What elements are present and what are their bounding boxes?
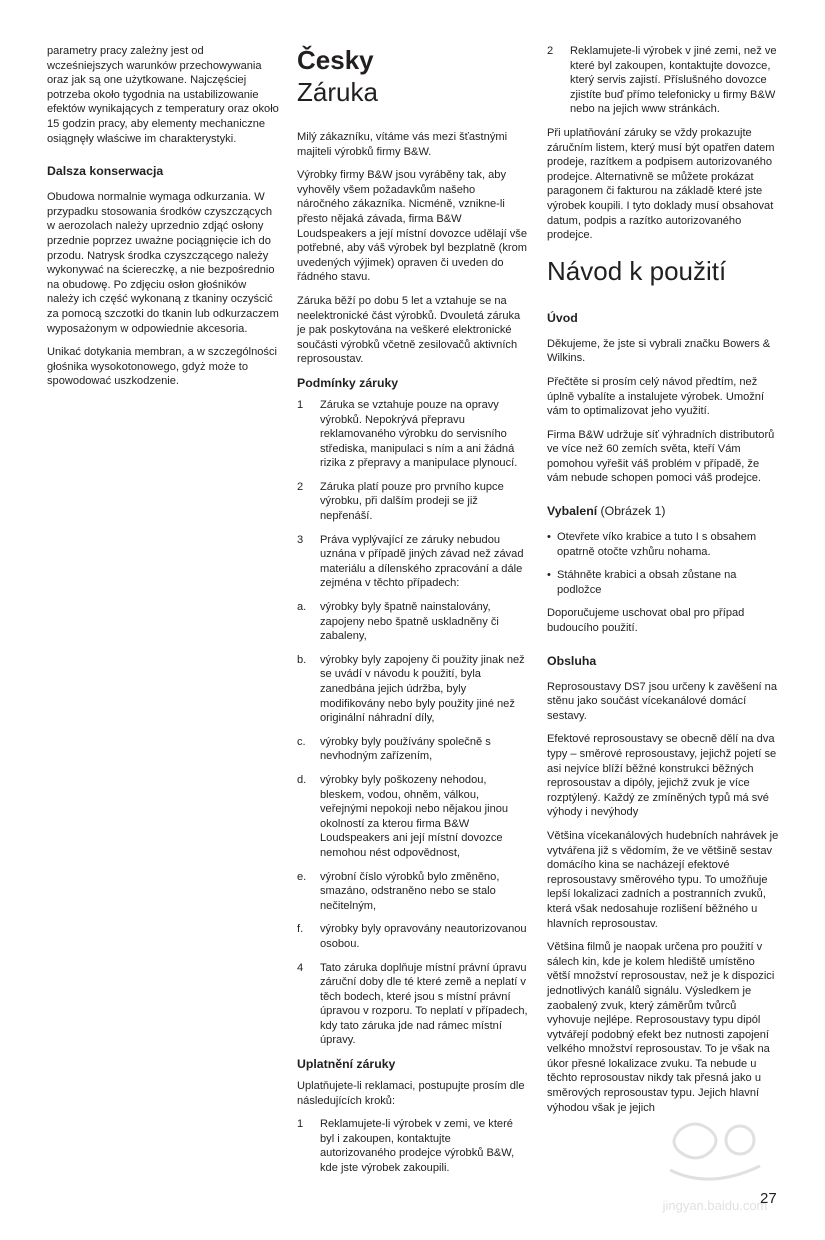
list-number: d. (297, 773, 307, 786)
heading-dalsza-konserwacja: Dalsza konserwacja (47, 164, 164, 179)
list-number: c. (297, 735, 306, 748)
paragraph: Výrobky firmy B&W jsou vyráběny tak, aby vyhověly všem požadavkům našeho náročného zákazníka. Nicméně, vznikne-li přesto nějaká závada, firma B&W Loudspeakers a její místní dovozce udělají vše potřebné, aby váš výrobek byl bezplatně (krom uvedených výjimek) opraven či uveden do řádného stavu. (297, 169, 528, 284)
list-text: výrobky byly špatně nainstalovány, zapojeny nebo špatně uskladněny či zabaleny, (320, 601, 499, 643)
paragraph: Unikać dotykania membran, a w szczególności głośnika wysokotonowego, gdyż może to spowodować uszkodzenie. (47, 346, 277, 388)
heading-obsluha: Obsluha (547, 653, 597, 668)
paragraph: Většina vícekanálových hudebních nahrávek je vytvářena již s vědomím, že ve většině sestav domácího kina se nacházejí efektové reprosoustavy směrového typu. To umožňuje lepší lokalizaci zadních a postranních zvuků, která však nedosahuje rozlišení běžného u hlavních reprosoustav. (547, 829, 779, 930)
list-number: 2 (297, 480, 304, 493)
page-number: 27 (760, 1190, 777, 1207)
list-item (297, 533, 529, 591)
section-title-navod: Návod k použití (547, 255, 727, 286)
list-text: Reklamujete-li výrobek v zemi, ve které byl i zakoupen, kontaktujte autorizovaného prodejce výrobků B&W, kde jste výrobek zakoupili. (320, 1118, 515, 1175)
list-text: výrobky byly zapojeny či použity jinak než se uvádí v návodu k použití, byla zanedbána jejich údržba, byly modifikovány nebo byly použity jiné než originální náhradní díly, (320, 653, 525, 725)
column-middle (297, 44, 529, 1185)
list-text: Práva vyplývající ze záruky nebudou uznána v případě jiných závad než závad materiálu a dílenského zpracování a dále zejména v těchto případech: (320, 533, 524, 590)
list-item (297, 1117, 529, 1175)
bullet-item (547, 530, 779, 559)
watermark-text: jingyan.baidu.com (662, 1198, 768, 1213)
list-item (297, 870, 529, 914)
list-text: Záruka platí pouze pro prvního kupce výrobku, při dalším prodeji se již nepřenáší. (320, 480, 504, 523)
list-number: 3 (297, 533, 304, 546)
list-number: 1 (297, 398, 304, 411)
list-text: Záruka se vztahuje pouze na opravy výrobků. Nepokrývá přepravu reklamovaného výrobku do servisního střediska, manipulaci s ním a ani žádná rizika z přepravy a manipulace plynoucí. (320, 398, 518, 470)
list-item (297, 398, 529, 471)
paragraph: Záruka běží po dobu 5 let a vztahuje se na neelektronické část výrobků. Dvouletá záruka je pak poskytována na veškeré elektronické součásti výrobků včetně zesilovačů aktivních reprosoustav. (297, 294, 521, 366)
paragraph: Reprosoustavy DS7 jsou určeny k zavěšení na stěnu jako součást vícekanálové domácí sestavy. (547, 680, 778, 722)
paragraph: Většina filmů je naopak určena pro použití v sálech kin, kde je kolem hlediště umístěno větší množství reprosoustav, než je k dispozici jednotlivých kanálů signálu. Výsledkem je zaobalený zvuk, který záměrům tvůrců vyhovuje nejlépe. Reprosoustavy typu dipól vytvářejí podobný efekt bez nutnosti zapojení velkého množství reprosoustav. To je však na úkor přesné lokalizace zvuku. Ta nebude u těchto reprosoustav nikdy tak přesná jako u směrových reprosoustav typu. Jejich hlavní výhodou však je jejich (547, 941, 775, 1114)
heading-vybaleni (547, 504, 779, 519)
paragraph: Při uplatňování záruky se vždy prokazujte záručním listem, který musí být opatřen datem prodeje, razítkem a podpisem autorizovaného prodejce. Alternativně se můžete prokázat paragonem či fakturou na základě které jste výrobek koupili. I tyto doklady musí obsahovat datum, podpis a razítko autorizovaného prodejce. (547, 126, 775, 242)
bullet-text: Otevřete víko krabice a tuto I s obsahem opatrně otočte vzhůru nohama. (557, 531, 757, 558)
list-number: f. (297, 923, 304, 936)
heading-uplatneni-zaruky: Uplatnění záruky (297, 1057, 396, 1072)
language-title: Česky (297, 45, 374, 75)
list-number: 2 (547, 45, 554, 57)
bullet-text: Stáhněte krabici a obsah zůstane na podložce (557, 569, 737, 596)
list-item (297, 653, 529, 726)
paragraph: Obudowa normalnie wymaga odkurzania. W przypadku stosowania środków czyszczących w aerozolach należy uprzednio zdjąć osłony przednie poprzez uważne pociągnięcie ich do przodu. Natrysk środka czyszczącego należy wykonywać na ściereczkę, a nie bezpośrednio na obudowę. Po zdjęciu osłon głośników należy ich część wykonaną z tkaniny oczyścić za pomocą szczotki do tkanin lub odkurzaczem wyposażonym w odpowiednie akcesoria. (47, 191, 279, 335)
paragraph: Efektové reprosoustavy se obecně dělí na dva typy – směrové reprosoustavy, jejichž pojetí se asi nejvíce blíží běžné konstrukci běžných reprosoustav a dipóly, jejichž zvuk je více rozptýlený. Každý ze zmíněných typů má své výhody i nevýhody (547, 733, 777, 819)
list-item (297, 922, 529, 951)
list-text: výrobní číslo výrobků bylo změněno, smazáno, odstraněno nebo se stalo nečitelným, (320, 870, 500, 912)
list-text: výrobky byly používány společně s nevhodným zařízením, (320, 735, 491, 763)
paragraph: Děkujeme, že jste si vybrali značku Bowers & Wilkins. (547, 337, 771, 365)
list-item (297, 961, 529, 1049)
figure-reference: (Obrázek 1) (600, 504, 666, 519)
conditions-list (297, 398, 529, 1048)
list-text: výrobky byly opravovány neautorizovanou osobou. (320, 923, 527, 950)
list-number: a. (297, 601, 307, 614)
list-number: e. (297, 870, 307, 883)
list-item (547, 44, 779, 117)
section-title-zaruka: Záruka (297, 77, 378, 107)
list-item (297, 773, 529, 861)
paragraph: parametry pracy zależny jest od wcześniejszych warunków przechowywania oraz jak są one użytkowane. Najczęściej potrzeba około tygodnia na ustabilizowanie efektów wynikających z temperatury oraz około 15 godzin pracy, aby elementy mechaniczne osiągnęły właściwe im charakterystyki. (47, 45, 279, 145)
bullet-icon: • (547, 531, 551, 544)
bullet-item (547, 568, 779, 597)
list-text: Tato záruka doplňuje místní právní úpravu záruční doby dle té které země a neplatí v těch bodech, které jsou s místní právní úpravou v rozporu. To neplatí v případech, kdy tato záruka jde nad rámec místní úpravy. (320, 961, 528, 1047)
paragraph: Uplatňujete-li reklamaci, postupujte prosím dle následujících kroků: (297, 1080, 525, 1107)
column-right (547, 44, 779, 1115)
paragraph: Přečtěte si prosím celý návod předtím, než úplně vybalíte a instalujete výrobek. Umožní vám to optimalizovat jeho využití. (547, 375, 765, 418)
bullet-icon: • (547, 569, 551, 582)
heading-podminky-zaruky: Podmínky záruky (297, 375, 399, 390)
paragraph: Doporučujeme uschovat obal pro případ budoucího použití. (547, 607, 745, 635)
paragraph: Milý zákazníku, vítáme vás mezi šťastnými majiteli výrobků firmy B&W. (297, 131, 508, 158)
heading-vybaleni-text: Vybalení (547, 504, 598, 519)
list-item (297, 600, 529, 644)
list-number: 1 (297, 1118, 304, 1131)
list-item (297, 480, 529, 524)
list-number: 4 (297, 961, 304, 974)
list-text: Reklamujete-li výrobek v jiné zemi, než ve které byl zakoupen, kontaktujte dovozce, který servis zajistí. Příslušného dovozce zjistíte buď přímo telefonicky u firmy B&W nebo na jejich www stránkách. (570, 45, 777, 116)
list-item (297, 735, 529, 764)
list-text: výrobky byly poškozeny nehodou, bleskem, vodou, ohněm, válkou, veřejnými nepokoji nebo nějakou jinou okolností za kterou firma B&W Loudspeakers ani její místní dovozce nemohou nést odpovědnost, (320, 773, 509, 859)
paragraph: Firma B&W udržuje síť výhradních distributorů ve více než 60 zemích světa, kteří Vám pomohou vyřešit váš problém v případě, že vám nebude schopen pomoci váš prodejce. (547, 428, 775, 485)
list-number: b. (297, 653, 307, 666)
heading-uvod: Úvod (547, 310, 578, 325)
column-left (47, 44, 279, 398)
